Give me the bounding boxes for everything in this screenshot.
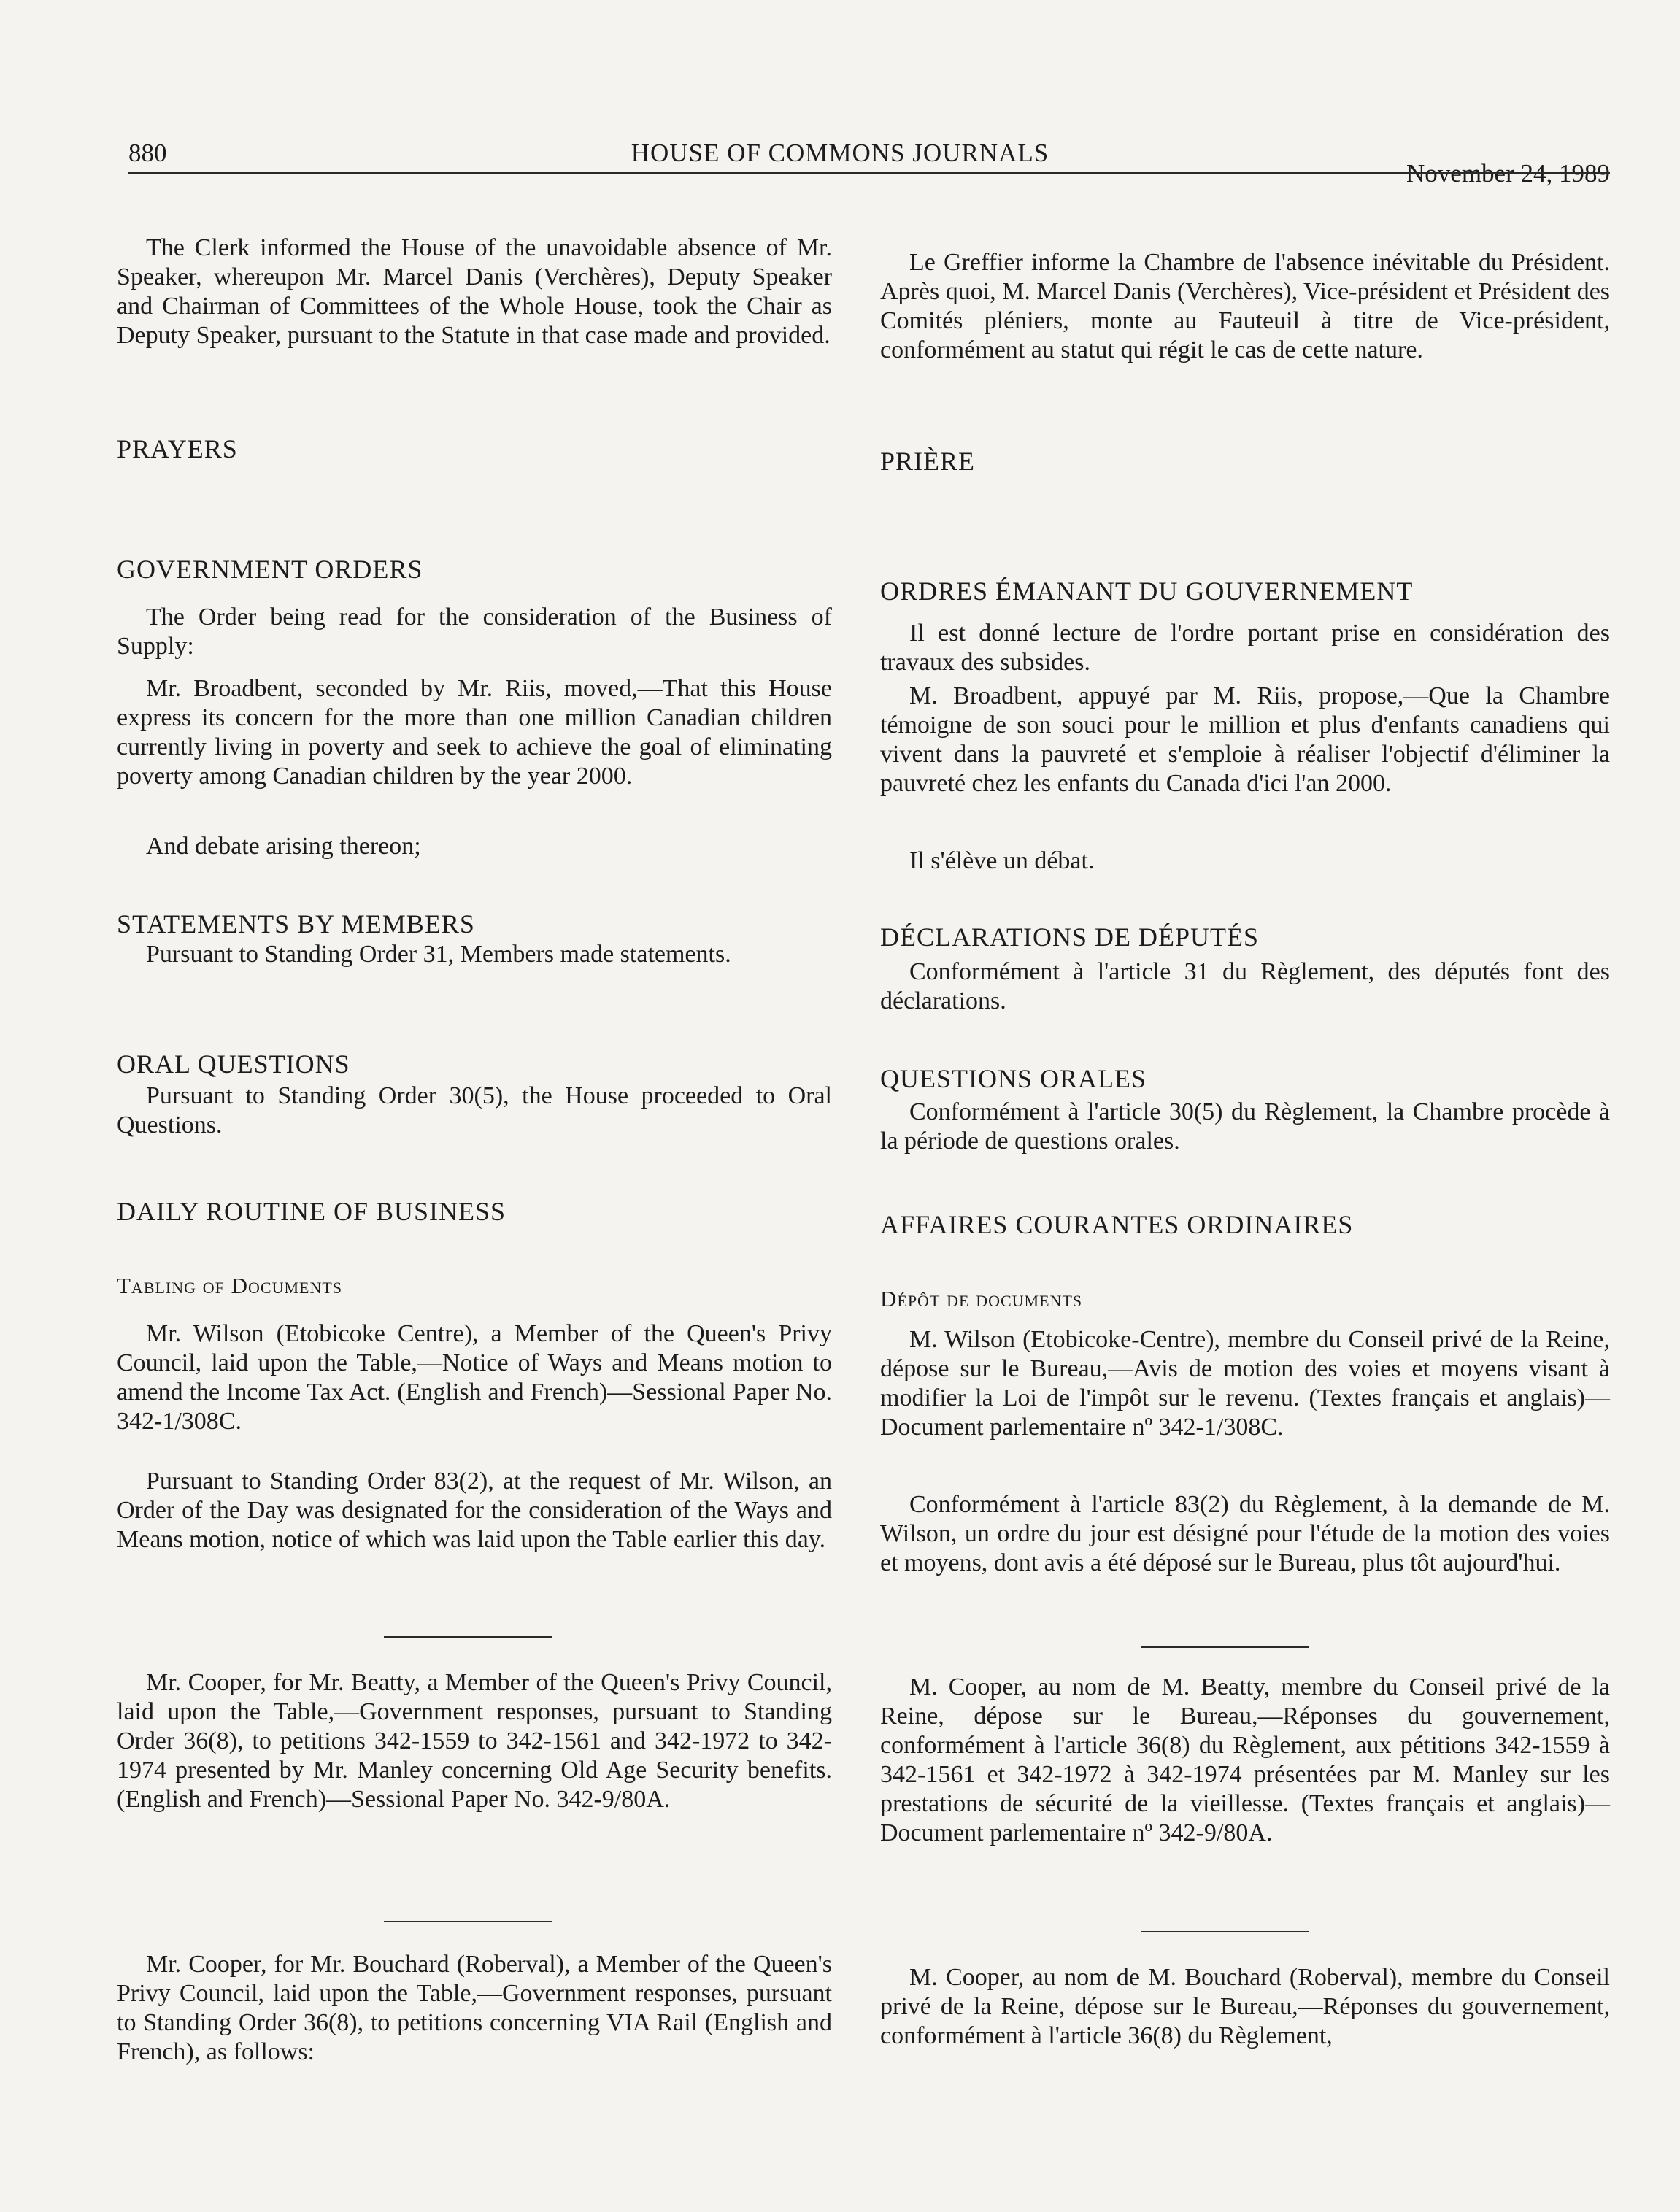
en-tabling-paragraph-4: Mr. Cooper, for Mr. Bouchard (Roberval), a Member of the Queen's Privy Council, laid upon the Table,—Government responses, pursuant to Standing Order 36(8), to petitions concerning VIA Rail (English and French), as follows:: [117, 1951, 832, 2065]
en-oral-questions-heading: ORAL QUESTIONS: [117, 1049, 350, 1079]
en-separator-2: [384, 1921, 552, 1922]
en-daily-routine-heading: DAILY ROUTINE OF BUSINESS: [117, 1197, 506, 1226]
en-tabling-paragraph-2: Pursuant to Standing Order 83(2), at the request of Mr. Wilson, an Order of the Day was designated for the consideration of the Ways and Means motion, notice of which was laid upon the Table earlier this day.: [117, 1468, 832, 1553]
fr-daily-routine-heading: AFFAIRES COURANTES ORDINAIRES: [880, 1210, 1354, 1239]
en-separator-1: [384, 1636, 552, 1638]
en-tabling-paragraph-3: Mr. Cooper, for Mr. Beatty, a Member of the Queen's Privy Council, laid upon the Table,—Government responses, pursuant to Standing Order 36(8), to petitions 342-1559 to 342-1561 and 342-1972 to 342-1974 presented by Mr. Manley concerning Old Age Security benefits. (English and French)—Sessional Paper No. 342-9/80A.: [117, 1669, 832, 1813]
en-government-orders-paragraph-3: And debate arising thereon;: [146, 833, 421, 860]
fr-separator-1: [1141, 1646, 1309, 1648]
fr-oral-questions-heading: QUESTIONS ORALES: [880, 1064, 1147, 1093]
fr-statements-paragraph: Conformément à l'article 31 du Règlement, des députés font des déclarations.: [880, 958, 1610, 1014]
en-tabling-paragraph-1: Mr. Wilson (Etobicoke Centre), a Member of the Queen's Privy Council, laid upon the Table,—Notice of Ways and Means motion to amend the Income Tax Act. (English and French)—Sessional Paper No. 342-1/308C.: [117, 1320, 832, 1435]
en-prayers-heading: PRAYERS: [117, 434, 238, 463]
fr-government-orders-paragraph-1: Il est donné lecture de l'ordre portant prise en considération des travaux des subsides.: [880, 620, 1610, 676]
page-number: 880: [128, 139, 167, 167]
fr-separator-2: [1141, 1931, 1309, 1932]
en-tabling-heading: Tabling of Documents: [117, 1273, 343, 1298]
en-statements-paragraph: Pursuant to Standing Order 31, Members made statements.: [146, 941, 731, 968]
en-government-orders-heading: GOVERNMENT ORDERS: [117, 555, 423, 584]
journal-date: November 24, 1989: [1406, 159, 1610, 188]
fr-intro-paragraph: Le Greffier informe la Chambre de l'absence inévitable du Président. Après quoi, M. Marcel Danis (Verchères), Vice-président et Président des Comités pléniers, monte au Fauteuil à titre de Vice-président, conformément au statut qui régit le cas de cette nature.: [880, 249, 1611, 363]
fr-tabling-paragraph-4: M. Cooper, au nom de M. Bouchard (Roberval), membre du Conseil privé de la Reine, dépose sur le Bureau,—Réponses du gouvernement, conformément à l'article 36(8) du Règlement,: [880, 1964, 1610, 2049]
fr-tabling-heading: Dépôt de documents: [880, 1286, 1083, 1311]
fr-tabling-paragraph-1: M. Wilson (Etobicoke-Centre), membre du Conseil privé de la Reine, dépose sur le Bureau,—Avis de motion des voies et moyens visant à modifier la Loi de l'impôt sur le revenu. (Textes français et anglais)—Document parlementaire nº 342-1/308C.: [880, 1326, 1610, 1441]
journal-title: HOUSE OF COMMONS JOURNALS: [631, 139, 1049, 167]
fr-prayers-heading: PRIÈRE: [880, 447, 976, 476]
fr-government-orders-paragraph-2: M. Broadbent, appuyé par M. Riis, propose,—Que la Chambre témoigne de son souci pour le million et plus d'enfants canadiens qui vivent dans la pauvreté et s'emploie à réaliser l'objectif d'éliminer la pauvreté chez les enfants du Canada d'ici l'an 2000.: [880, 682, 1610, 797]
fr-government-orders-heading: ORDRES ÉMANANT DU GOUVERNEMENT: [880, 577, 1414, 606]
fr-statements-heading: DÉCLARATIONS DE DÉPUTÉS: [880, 922, 1260, 952]
header-rule: [128, 172, 1610, 174]
en-statements-heading: STATEMENTS BY MEMBERS: [117, 909, 475, 939]
fr-oral-questions-paragraph: Conformément à l'article 30(5) du Règlement, la Chambre procède à la période de questions orales.: [880, 1098, 1610, 1155]
en-government-orders-paragraph-1: The Order being read for the consideration of the Business of Supply:: [117, 604, 832, 660]
fr-tabling-paragraph-2: Conformément à l'article 83(2) du Règlement, à la demande de M. Wilson, un ordre du jour est désigné pour l'étude de la motion des voies et moyens, dont avis a été déposé sur le Bureau, plus tôt aujourd'hui.: [880, 1491, 1610, 1576]
fr-tabling-paragraph-3: M. Cooper, au nom de M. Beatty, membre du Conseil privé de la Reine, dépose sur le Bureau,—Réponses du gouvernement, conformément à l'article 36(8) du Règlement, aux pétitions 342-1559 à 342-1561 et 342-1972 à 342-1974 présentées par M. Manley sur les prestations de sécurité de la vieillesse. (Textes français et anglais)—Document parlementaire nº 342-9/80A.: [880, 1673, 1610, 1846]
en-oral-questions-paragraph: Pursuant to Standing Order 30(5), the House proceeded to Oral Questions.: [117, 1082, 832, 1138]
fr-government-orders-paragraph-3: Il s'élève un débat.: [909, 847, 1095, 874]
en-government-orders-paragraph-2: Mr. Broadbent, seconded by Mr. Riis, moved,—That this House express its concern for the more than one million Canadian children currently living in poverty and seek to achieve the goal of eliminating poverty among Canadian children by the year 2000.: [117, 675, 832, 790]
en-intro-paragraph: The Clerk informed the House of the unavoidable absence of Mr. Speaker, whereupon Mr. Marcel Danis (Verchères), Deputy Speaker and Chairman of Committees of the Whole House, took the Chair as Deputy Speaker, pursuant to the Statute in that case made and provided.: [117, 234, 832, 349]
